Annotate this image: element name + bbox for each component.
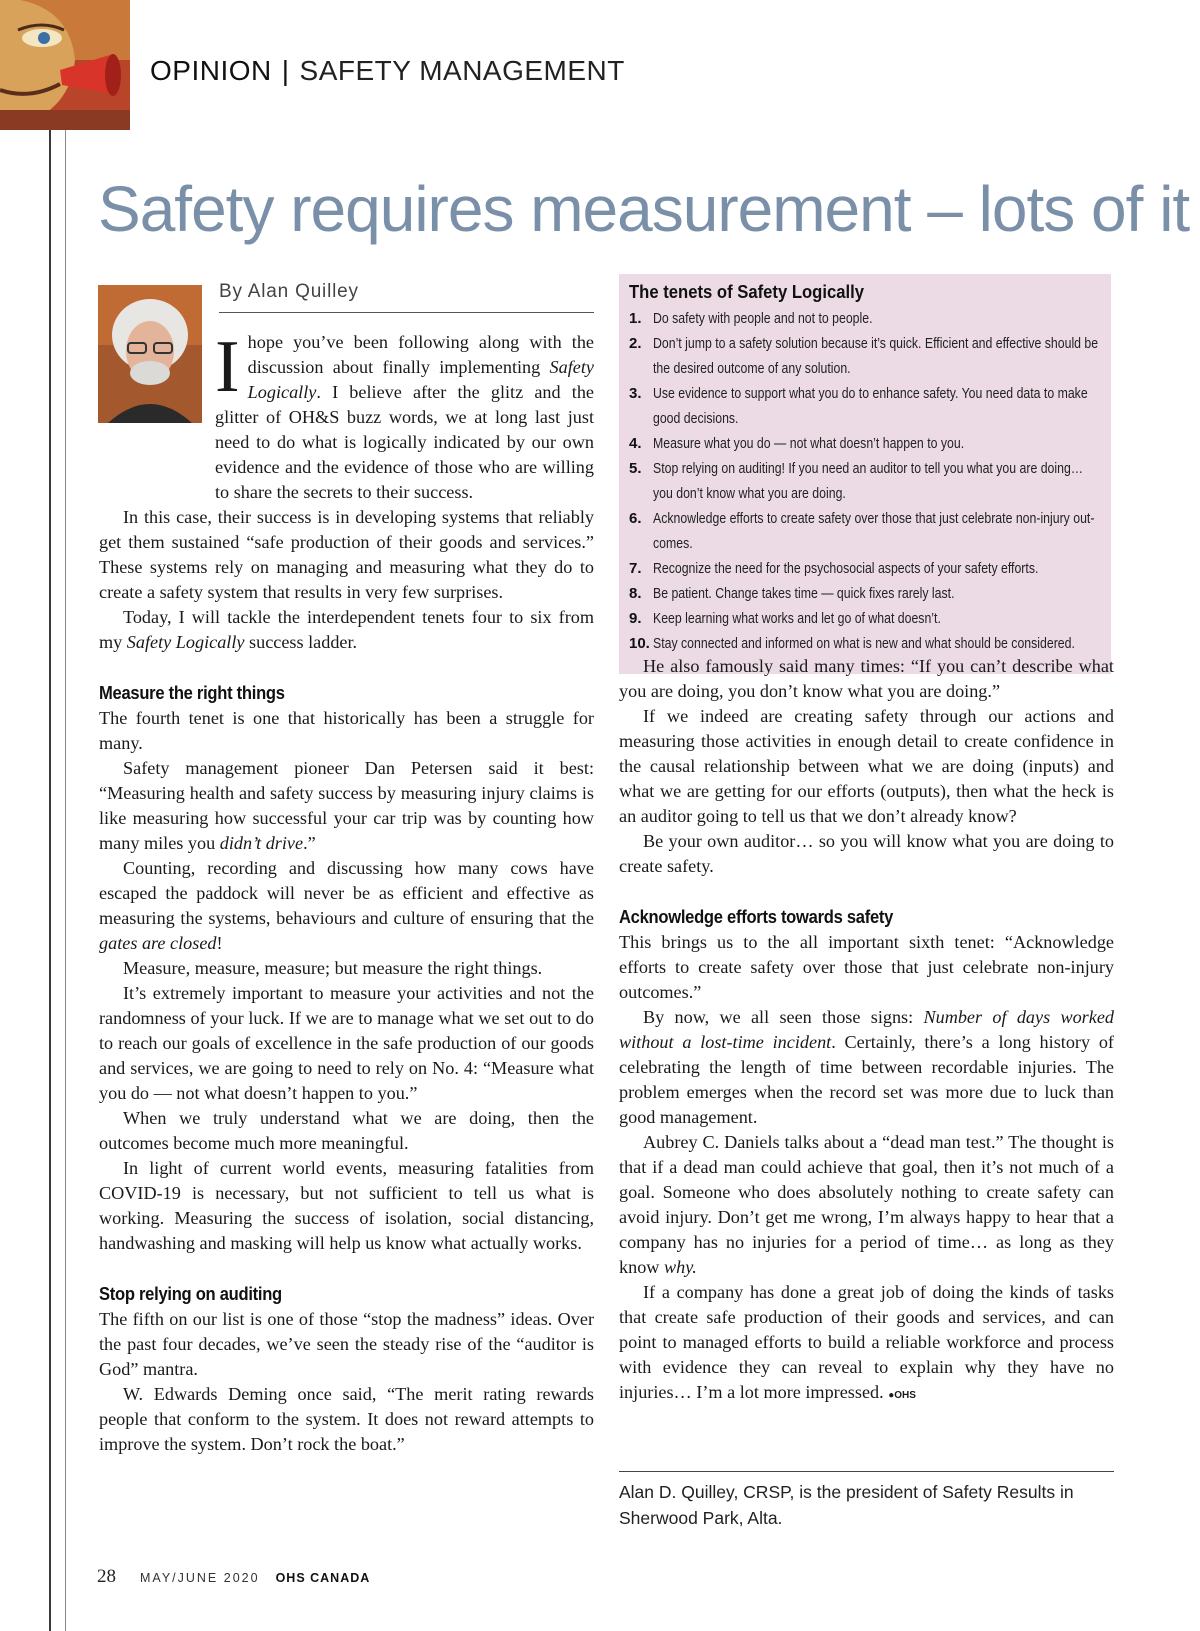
paragraph: When we truly understand what we are doing, then the outcomes become much more meaningful. [99, 1108, 594, 1153]
paragraph: He also famously said many times: “If you can’t describe what you are doing, you don’t know what you are doing.” [619, 656, 1114, 701]
paragraph: If we indeed are creating safety through our actions and measuring those activities in enough detail to create confidence in the causal relationship between what we are doing (inputs) and what we are getting for our efforts (outputs), then what the heck is an auditor going to tell us that we don’t already know? [619, 706, 1114, 826]
tenet-number: 8. [629, 585, 642, 602]
tenet-item [629, 331, 1129, 356]
tenet-number: 5. [629, 460, 642, 477]
article-headline: Safety requires measurement – lots of it [98, 173, 1190, 245]
tenet-text: comes. [653, 535, 693, 552]
subhead-measure: Measure the right things [99, 683, 285, 703]
paragraph: This brings us to the all important sixth tenet: “Acknowledge efforts to create safety over those that just celebrate non-injury outcomes.” [619, 932, 1114, 1002]
subhead-audit: Stop relying on auditing [99, 1284, 282, 1304]
byline: By Alan Quilley [219, 281, 359, 302]
end-mark: ●OHS [888, 1390, 916, 1401]
issue-date: MAY/JUNE 2020 [140, 1571, 260, 1585]
paragraph: In this case, their success is in developing systems that reliably get them sustained “safe production of their goods and services.” These systems rely on managing and measuring what they do to create a safety system that results in very few surprises. [99, 507, 594, 602]
tenet-item [629, 556, 1129, 581]
tenet-number: 3. [629, 385, 642, 402]
paragraph: The fifth on our list is one of those “stop the madness” ideas. Over the past four decades, we’ve seen the steady rise of the “auditor is God” mantra. [99, 1309, 594, 1379]
byline-rule [219, 312, 594, 313]
tenet-item [629, 631, 1129, 656]
tenet-text: Be patient. Change takes time — quick fixes rarely last. [653, 585, 955, 602]
intro-emphasis: Safety Logically [247, 357, 594, 402]
subsection-label: SAFETY MANAGEMENT [299, 55, 625, 86]
tenet-text: Keep learning what works and let go of what doesn’t. [653, 610, 941, 627]
header-illustration [0, 0, 130, 130]
tenet-text: Measure what you do — not what doesn’t happen to you. [653, 435, 965, 452]
tenet-item-continued [629, 531, 1129, 556]
paragraph: Measure, measure, measure; but measure the right things. [123, 958, 543, 978]
tenet-text: Stay connected and informed on what is new and what should be considered. [653, 635, 1075, 652]
paragraph: By now, we all seen those signs: Number of days worked without a lost-time incident. Certainly, there’s a long history of celebrating the length of time between recordable injuries. The problem emerges when the record set was more due to luck than good management. [619, 1007, 1114, 1127]
drop-cap: I [215, 326, 240, 408]
section-label: OPINION [150, 55, 272, 86]
tenet-text: Stop relying on auditing! If you need an auditor to tell you what you are doing… [653, 460, 1084, 477]
column-right [619, 654, 1114, 1408]
bio-rule [619, 1471, 1114, 1472]
section-header [150, 55, 625, 87]
intro-text-b: . I believe after the glitz and the glitter of OH&S buzz words, we at long last just need to do what is logically indicated by our own evidence and the evidence of those who are willing to share the secrets to their success. [215, 382, 594, 502]
tenet-text: Acknowledge efforts to create safety over those that just celebrate non-injury out- [653, 510, 1095, 527]
column-left [99, 326, 594, 1457]
paragraph: Be your own auditor… so you will know what you are doing to create safety. [619, 831, 1114, 876]
author-bio: Alan D. Quilley, CRSP, is the president of Safety Results in Sherwood Park, Alta. [619, 1482, 1074, 1528]
tenet-item-continued [629, 481, 1129, 506]
section-separator: | [281, 55, 290, 86]
paragraph: Aubrey C. Daniels talks about a “dead man test.” The thought is that if a dead man could achieve that goal, then it’s not much of a goal. Someone who does absolutely nothing to create safety can avoid injury. Don’t get me wrong, I’m always happy to hear that a company has no injuries for a period of time… as long as they know why. [619, 1132, 1114, 1277]
page-footer [97, 1566, 370, 1588]
tenet-item-continued [629, 356, 1129, 381]
tenet-item [629, 431, 1129, 456]
paragraph: Safety management pioneer Dan Petersen said it best: “Measuring health and safety success by measuring injury claims is like measuring how successful your car trip was by counting how many miles you didn’t drive.” [99, 758, 594, 853]
tenet-item [629, 456, 1129, 481]
paragraph: Today, I will tackle the interdependent tenets four to six from my Safety Logically success ladder. [99, 607, 594, 652]
paragraph: In light of current world events, measuring fatalities from COVID-19 is necessary, but not sufficient to tell us what is working. Measuring the success of isolation, social distancing, handwashing and masking will help us know what actually works. [99, 1158, 594, 1253]
tenet-text: Don’t jump to a safety solution because it’s quick. Efficient and effective should be [653, 335, 1099, 352]
intro-lead [99, 326, 594, 505]
paragraph: It’s extremely important to measure your activities and not the randomness of your luck. If we are to manage what we set out to do to reach our goals of excellence in the safe production of our goods and services, we are going to need to rely on No. 4: “Measure what you do — not what doesn’t happen to you.” [99, 983, 594, 1103]
tenet-text: Do safety with people and not to people. [653, 310, 873, 327]
tenet-item [629, 506, 1129, 531]
tenet-item [629, 381, 1129, 406]
tenet-item [629, 606, 1129, 631]
tenet-item [629, 581, 1129, 606]
tenet-number: 10. [629, 635, 650, 652]
page-number: 28 [97, 1566, 116, 1587]
tenet-item [629, 306, 1129, 331]
tenet-number: 1. [629, 310, 642, 327]
paragraph: Counting, recording and discussing how many cows have escaped the paddock will never be as efficient and effective as measuring the systems, behaviours and culture of ensuring that the gates are closed! [99, 858, 594, 953]
tenet-number: 2. [629, 335, 642, 352]
magazine-name: OHS CANADA [275, 1571, 371, 1585]
tenet-number: 6. [629, 510, 642, 527]
tenet-number: 4. [629, 435, 642, 452]
subhead-acknowledge: Acknowledge efforts towards safety [619, 907, 894, 927]
paragraph: If a company has done a great job of doing the kinds of tasks that create safe production of their goods and services, and can point to managed efforts to build a reliable workforce and process with evidence they can reveal to explain why they have no injuries… I’m a lot more impressed. ●OHS [619, 1282, 1114, 1402]
tenets-list [619, 306, 1111, 656]
tenet-text: you don’t know what you are doing. [653, 485, 846, 502]
tenet-item-continued [629, 406, 1129, 431]
intro-text-a: hope you’ve been following along with the discussion about finally implementing [247, 332, 594, 377]
paragraph: W. Edwards Deming once said, “The merit rating rewards people that conform to the system. It does not reward attempts to improve the system. Don’t rock the boat.” [99, 1384, 594, 1454]
sidebar-title: The tenets of Safety Logically [629, 281, 865, 302]
tenet-text: good decisions. [653, 410, 739, 427]
tenets-sidebar [619, 274, 1111, 674]
tenet-text: Use evidence to support what you do to enhance safety. You need data to make [653, 385, 1088, 402]
tenet-text: the desired outcome of any solution. [653, 360, 851, 377]
tenet-number: 9. [629, 610, 642, 627]
tenet-text: Recognize the need for the psychosocial aspects of your safety efforts. [653, 560, 1039, 577]
tenet-number: 7. [629, 560, 642, 577]
paragraph: The fourth tenet is one that historically has been a struggle for many. [99, 708, 594, 753]
